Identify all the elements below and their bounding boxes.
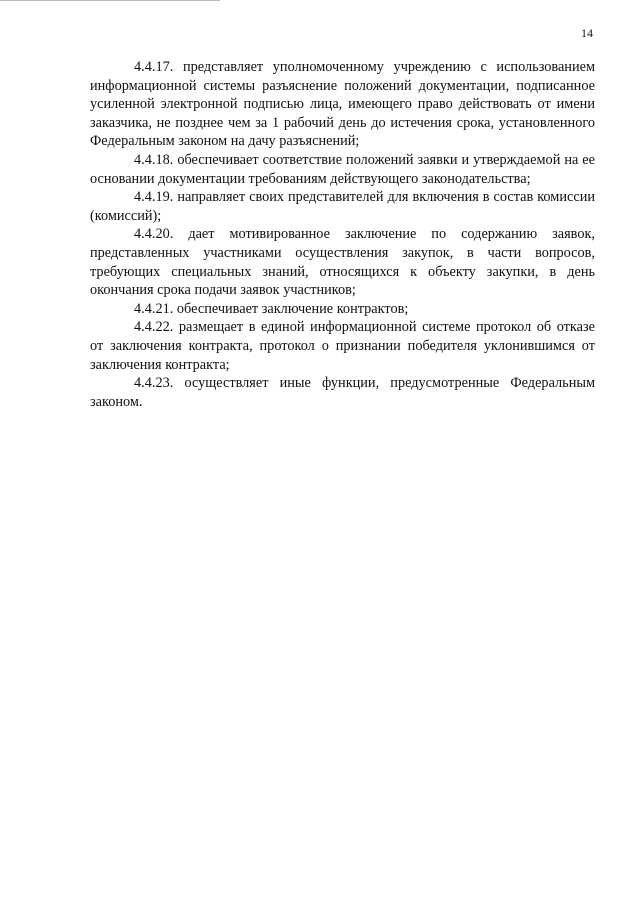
paragraph-number: 4.4.18.	[134, 151, 174, 168]
paragraph-text: направляет своих представителей для включения в состав комиссии (комиссий);	[90, 189, 596, 224]
paragraph-number: 4.4.17.	[134, 59, 174, 75]
paragraph-text: обеспечивает соответствие положений заявки и утверждаемой на ее основании документации требованиям действующего законодательства;	[90, 151, 596, 187]
paragraph-text: представляет уполномоченному учреждению с использованием информационной системы разъяснение положений документации, подписанное усиленной электронной подписью лица, имеющего право действовать от имени заказчика, не позднее чем за 1 рабочий день до истечения срока, установленного Федеральным законом на дачу разъяснений;	[90, 59, 596, 150]
paragraph-text: размещает в единой информационной системе протокол об отказе от заключения контракта, протокол о признании победителя уклонившимся от заключения контракта;	[90, 319, 596, 373]
paragraph-text: дает мотивированное заключение по содержанию заявок, представленных участниками осуществления закупок, в части вопросов, требующих специальных знаний, относящихся к объекту закупки, в день окончания срока подачи заявок участников;	[90, 226, 595, 299]
paragraph-number: 4.4.22.	[134, 319, 174, 336]
paragraph-4-4-19	[90, 188, 595, 225]
paragraph-4-4-18	[90, 151, 595, 188]
page-number: 14	[581, 26, 593, 40]
paragraph-4-4-23	[90, 374, 595, 411]
paragraph-4-4-20	[90, 225, 595, 299]
paragraph-text: обеспечивает заключение контрактов;	[176, 300, 409, 317]
paragraph-4-4-21	[90, 300, 595, 319]
paragraph-4-4-17	[90, 58, 595, 151]
paragraph-number: 4.4.21.	[134, 300, 174, 317]
paragraph-text: осуществляет иные функции, предусмотренные Федеральным законом.	[90, 375, 595, 410]
scan-edge-line	[0, 0, 220, 1]
document-body	[90, 58, 595, 411]
paragraph-4-4-22	[90, 318, 595, 374]
paragraph-number: 4.4.20.	[134, 226, 174, 243]
paragraph-number: 4.4.23.	[134, 375, 174, 392]
paragraph-number: 4.4.19.	[134, 189, 174, 206]
